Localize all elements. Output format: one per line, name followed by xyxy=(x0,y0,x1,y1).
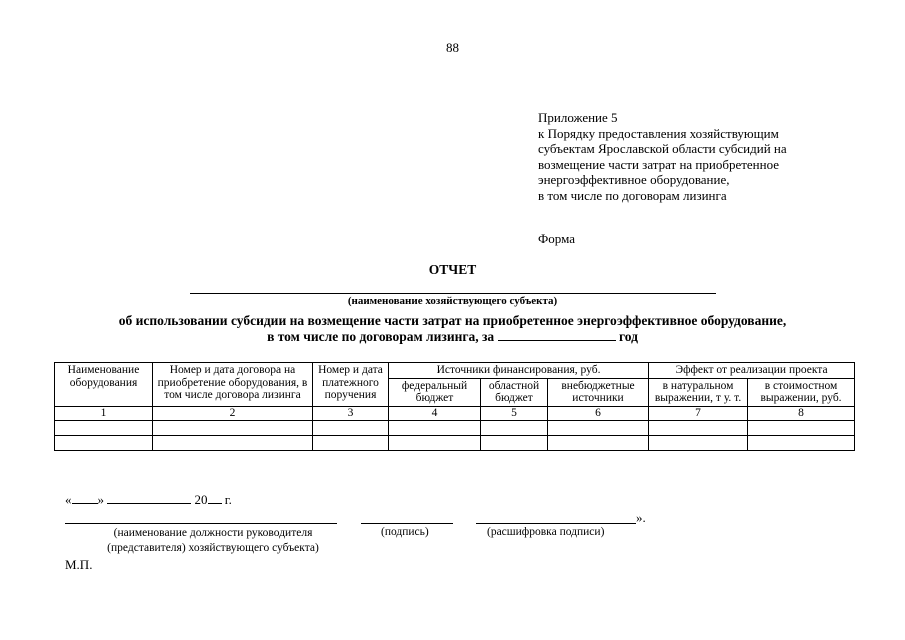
position-line[interactable] xyxy=(65,523,337,524)
date-close-quote: » xyxy=(97,492,104,507)
column-number: 3 xyxy=(313,406,389,420)
table-cell[interactable] xyxy=(313,435,389,450)
subtitle-line-1: об использовании субсидии на возмещение части затрат на приобретенное энергоэффективное оборудование, xyxy=(118,313,787,328)
header-federal-budget: федеральный бюджет xyxy=(389,378,481,406)
table-cell[interactable] xyxy=(153,420,313,435)
position-caption xyxy=(88,526,338,556)
signature-decode-line[interactable] xyxy=(476,523,636,524)
appendix-line: возмещение части затрат на приобретенное xyxy=(538,156,780,172)
position-caption-line: (наименование должности руководителя xyxy=(113,527,313,539)
subtitle-line-2-text: в том числе по договорам лизинга, за xyxy=(267,329,495,344)
column-number: 4 xyxy=(389,406,481,420)
signature-line[interactable] xyxy=(361,523,453,524)
table-cell[interactable] xyxy=(649,420,748,435)
appendix-line: энергоэффективное оборудование, xyxy=(538,172,730,188)
signature-caption: (подпись) xyxy=(381,526,429,538)
column-number: 7 xyxy=(649,406,748,420)
table-cell[interactable] xyxy=(55,420,153,435)
header-extrabudgetary: внебюджетные источники xyxy=(548,378,649,406)
table-cell[interactable] xyxy=(748,420,855,435)
table-cell[interactable] xyxy=(548,420,649,435)
signature-decode-caption: (расшифровка подписи) xyxy=(487,526,605,538)
year-blank[interactable] xyxy=(208,491,222,504)
header-natural-effect: в натуральном выражении, т у. т. xyxy=(649,378,748,406)
table-cell[interactable] xyxy=(313,420,389,435)
document-title: ОТЧЕТ xyxy=(428,262,477,277)
table-cell[interactable] xyxy=(389,420,481,435)
header-regional-budget: областной бюджет xyxy=(481,378,548,406)
header-monetary-effect: в стоимостном выражении, руб. xyxy=(748,378,855,406)
page-number: 88 xyxy=(446,40,459,55)
year-suffix: г. xyxy=(221,492,232,507)
header-project-effect: Эффект от реализации проекта xyxy=(649,363,855,379)
appendix-line: субъектам Ярославской области субсидий на xyxy=(538,141,787,157)
column-number: 8 xyxy=(748,406,855,420)
subtitle-line-2 xyxy=(0,329,905,345)
table-cell[interactable] xyxy=(153,435,313,450)
table-cell[interactable] xyxy=(481,435,548,450)
appendix-header xyxy=(538,110,787,204)
document-subtitle xyxy=(0,313,905,345)
column-number: 1 xyxy=(55,406,153,420)
form-label: Форма xyxy=(538,231,575,246)
header-funding-sources: Источники финансирования, руб. xyxy=(389,363,649,379)
subject-name-line xyxy=(190,293,716,294)
stamp-label: М.П. xyxy=(65,557,93,572)
date-line xyxy=(65,491,232,508)
table-cell[interactable] xyxy=(548,435,649,450)
position-caption-line: (представителя) хозяйствующего субъекта) xyxy=(107,542,319,554)
day-blank[interactable] xyxy=(72,491,98,504)
header-equipment-name: Наименование оборудования xyxy=(55,363,153,407)
table-cell[interactable] xyxy=(55,435,153,450)
column-number: 2 xyxy=(153,406,313,420)
table-row xyxy=(55,420,855,435)
appendix-line: в том числе по договорам лизинга xyxy=(538,187,727,203)
signature-end: ». xyxy=(636,510,646,525)
table-cell[interactable] xyxy=(649,435,748,450)
report-table xyxy=(54,362,855,451)
date-open-quote: « xyxy=(65,492,72,507)
header-payment-order: Номер и дата платежного поручения xyxy=(313,363,389,407)
table-cell[interactable] xyxy=(389,435,481,450)
column-number: 6 xyxy=(548,406,649,420)
appendix-line: Приложение 5 xyxy=(538,110,618,125)
table-row xyxy=(55,435,855,450)
year-prefix: 20 xyxy=(194,492,208,507)
appendix-line: к Порядку предоставления хозяйствующим xyxy=(538,125,779,141)
subtitle-year-label: год xyxy=(618,329,638,344)
table-cell[interactable] xyxy=(748,435,855,450)
subject-caption: (наименование хозяйствующего субъекта) xyxy=(347,295,558,307)
column-number: 5 xyxy=(481,406,548,420)
table-cell[interactable] xyxy=(481,420,548,435)
period-blank xyxy=(498,329,616,341)
month-blank[interactable] xyxy=(107,491,191,504)
header-contract: Номер и дата договора на приобретение оборудования, в том числе договора лизинга xyxy=(153,363,313,407)
